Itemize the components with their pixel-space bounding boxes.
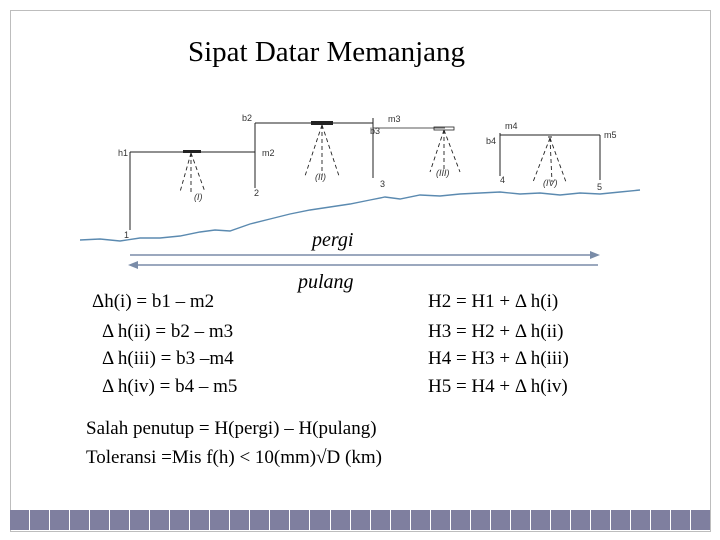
left-equation-2: Δ h(ii) = b2 – m3 [102, 321, 234, 342]
level-instrument-3 [434, 127, 454, 130]
label-m2: m2 [262, 148, 275, 158]
right-equation-4: H5 = H4 + Δ h(iv) [428, 376, 568, 397]
label-m5: m5 [604, 130, 617, 140]
level-instrument-1 [183, 150, 201, 153]
right-equation-3: H4 = H3 + Δ h(iii) [428, 348, 569, 369]
left-equation-1: Δh(i) = b1 – m2 [92, 291, 215, 312]
label-m3: m3 [388, 114, 401, 124]
point-5-label: 5 [597, 182, 603, 192]
label-b3: b3 [370, 126, 381, 136]
tolerance-text: Toleransi =Mis f(h) < 10(mm)√D (km) [86, 447, 382, 468]
station-1-label: (I) [194, 192, 203, 202]
label-b2: b2 [242, 113, 253, 123]
pulang-label: pulang [298, 271, 354, 293]
label-h1: h1 [118, 148, 129, 158]
station-3-label: (III) [436, 168, 450, 178]
point-4-label: 4 [500, 175, 506, 185]
left-equation-3: Δ h(iii) = b3 –m4 [102, 348, 234, 369]
label-b4: b4 [486, 136, 497, 146]
ground-line [80, 190, 640, 241]
level-instrument-2 [311, 121, 333, 125]
slide-title: Sipat Datar Memanjang [188, 36, 466, 68]
right-equation-2: H3 = H2 + Δ h(ii) [428, 321, 564, 342]
label-m4: m4 [505, 121, 518, 131]
pergi-label: pergi [312, 229, 354, 251]
right-equation-1: H2 = H1 + Δ h(i) [428, 291, 559, 312]
left-equation-4: Δ h(iv) = b4 – m5 [102, 376, 238, 397]
station-4-label: (IV) [543, 178, 558, 188]
closing-error-text: Salah penutup = H(pergi) – H(pulang) [86, 418, 377, 439]
point-2-label: 2 [254, 188, 260, 198]
station-2-label: (II) [315, 172, 326, 182]
point-1-label: 1 [124, 230, 130, 240]
footer-bar [10, 510, 710, 530]
point-3-label: 3 [380, 179, 386, 189]
